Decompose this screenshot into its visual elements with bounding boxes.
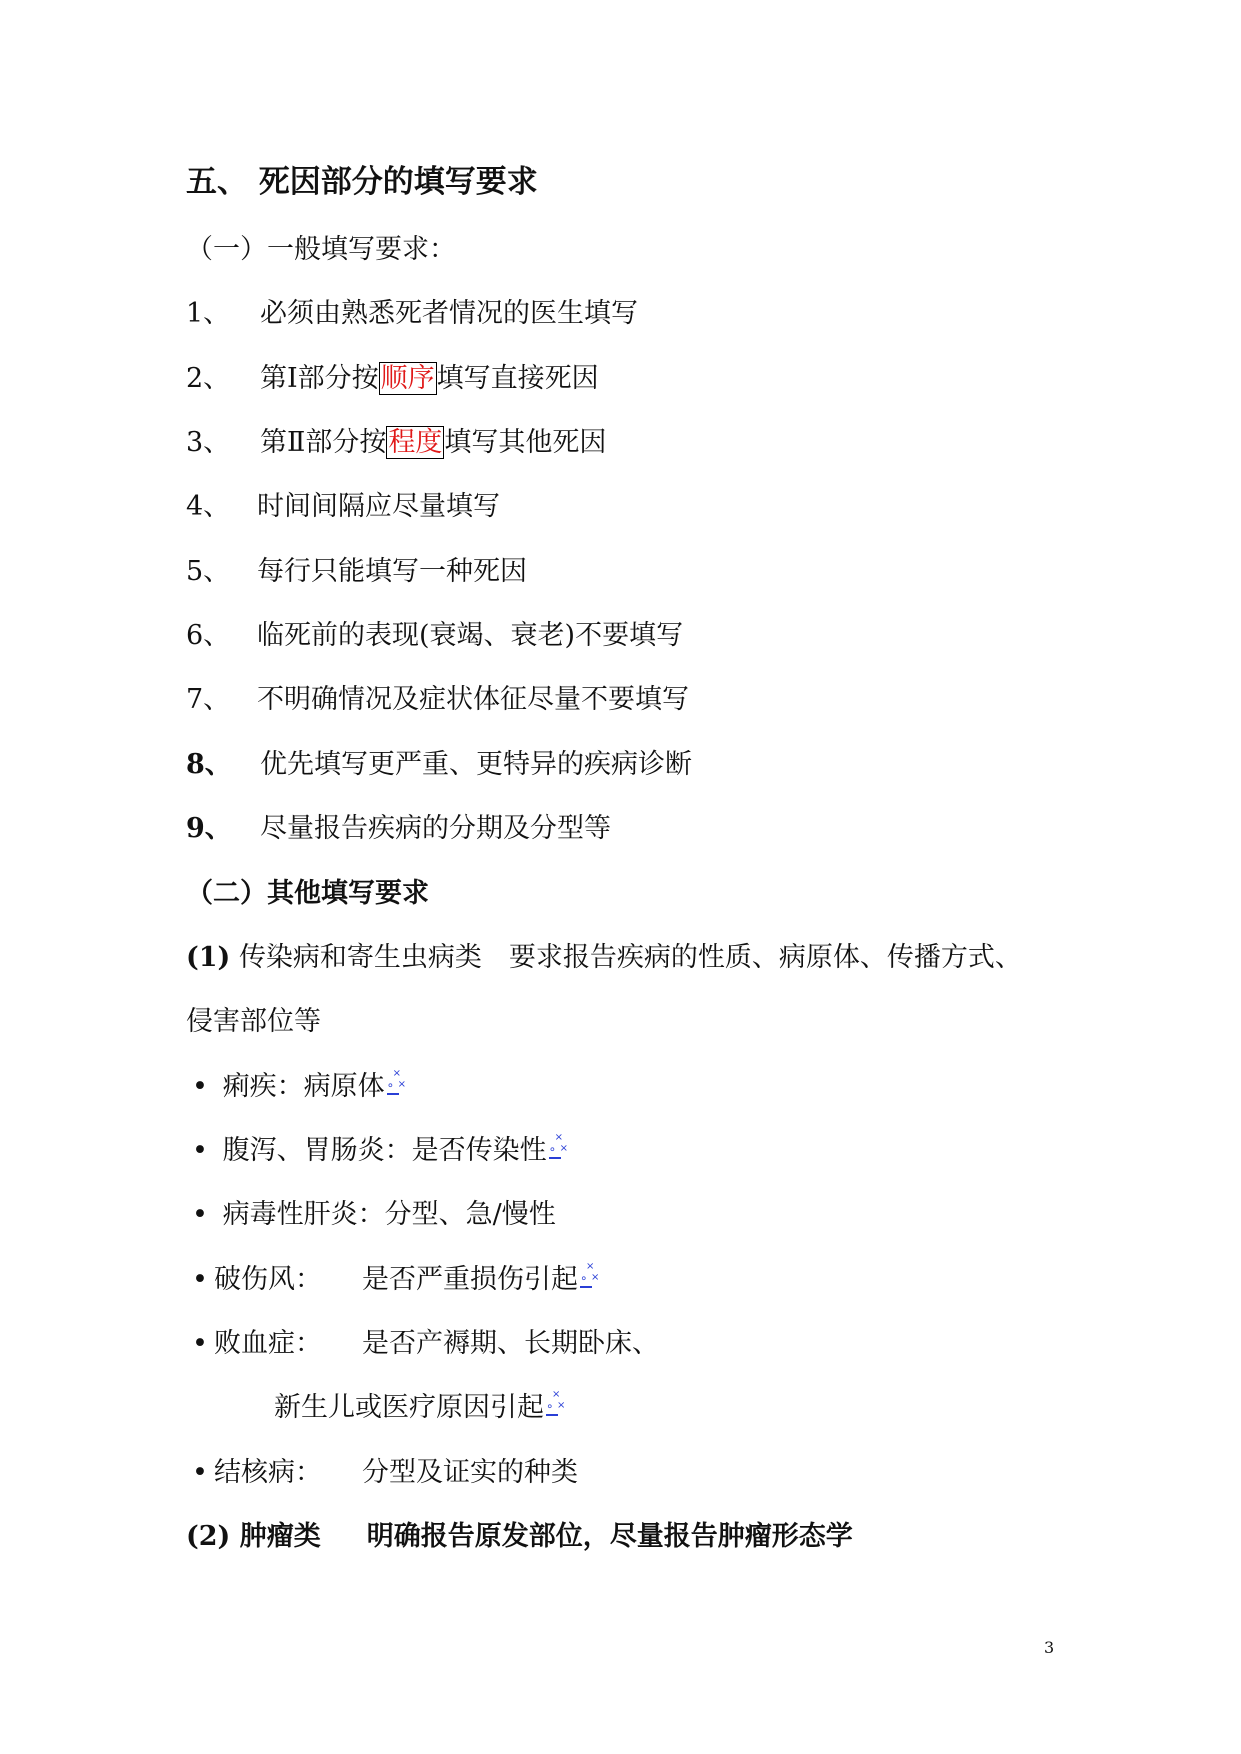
- item-text-post: 填写直接死因: [436, 363, 599, 394]
- item-number: 4、: [186, 491, 231, 522]
- bullet-text: 病毒性肝炎：分型、急/慢性: [222, 1199, 556, 1230]
- item-text-post: 填写其他死因: [444, 427, 607, 458]
- list-item: [186, 425, 606, 461]
- section-heading: 五、 死因部分的填写要求: [186, 164, 538, 200]
- page-number: 3: [1044, 1638, 1055, 1657]
- bullet-label: 败血症：: [214, 1328, 322, 1359]
- item-number: 7、: [186, 684, 231, 715]
- item-number: 2、: [186, 363, 231, 394]
- item-text: 时间间隔应尽量填写: [257, 491, 500, 522]
- item-text-pre: 第Ⅰ部分按: [260, 363, 379, 394]
- comment-marker-icon: ∘ × ×: [579, 1262, 597, 1290]
- bullet-label: 结核病：: [214, 1457, 322, 1488]
- item-text: 尽量报告疾病的分期及分型等: [260, 813, 611, 844]
- bullet-text: 新生儿或医疗原因引起: [274, 1392, 544, 1423]
- bullet-item: [186, 1069, 404, 1105]
- subsection-2-item-1-cont: 侵害部位等: [186, 1006, 321, 1037]
- item-text: 传染病和寄生虫病类 要求报告疾病的性质、病原体、传播方式、: [238, 942, 1022, 973]
- item-text: 每行只能填写一种死因: [257, 556, 527, 587]
- item-text: 临死前的表现(衰竭、衰老)不要填写: [257, 620, 684, 651]
- bullet-icon: •: [192, 1264, 208, 1295]
- list-item: [186, 361, 599, 397]
- bullet-text: 是否产褥期、长期卧床、: [362, 1328, 659, 1359]
- comment-marker-icon: ∘ × ×: [548, 1133, 566, 1161]
- item-text-pre: 第Ⅱ部分按: [260, 427, 387, 458]
- item-text: 明确报告原发部位，尽量报告肿瘤形态学: [366, 1521, 853, 1552]
- list-item: [186, 554, 527, 590]
- list-item: [186, 747, 692, 783]
- bullet-text: 痢疾：病原体: [222, 1071, 385, 1102]
- comment-marker-icon: ∘ × ×: [386, 1069, 404, 1097]
- item-number: 8、: [186, 749, 232, 780]
- list-item: [186, 682, 689, 718]
- bullet-continuation: [274, 1389, 566, 1426]
- bullet-icon: •: [192, 1071, 208, 1102]
- subsection-2-title: （二）其他填写要求: [186, 878, 429, 909]
- highlighted-term: 顺序: [380, 363, 435, 394]
- item-label: 肿瘤类: [239, 1521, 321, 1552]
- bullet-item: [186, 1261, 600, 1298]
- subsection-1-title: （一）一般填写要求：: [186, 234, 456, 265]
- bullet-icon: •: [192, 1457, 208, 1488]
- item-text: 优先填写更严重、更特异的疾病诊断: [260, 749, 692, 780]
- item-number: (2): [186, 1521, 231, 1552]
- bullet-text: 腹泻、胃肠炎：是否传染性: [222, 1135, 547, 1166]
- list-item: [186, 296, 638, 332]
- item-text: 不明确情况及症状体征尽量不要填写: [257, 684, 689, 715]
- bullet-text: 分型及证实的种类: [362, 1457, 578, 1488]
- comment-marker-icon: ∘ × ×: [545, 1390, 563, 1418]
- list-item: [186, 811, 611, 847]
- bullet-item: [186, 1133, 566, 1169]
- item-number: 6、: [186, 620, 231, 651]
- bullet-label: 破伤风：: [214, 1264, 322, 1295]
- bullet-item: [186, 1455, 578, 1491]
- item-text: 必须由熟悉死者情况的医生填写: [260, 298, 638, 329]
- list-item: [186, 618, 683, 654]
- bullet-icon: •: [192, 1135, 208, 1166]
- bullet-text: 是否严重损伤引起: [362, 1264, 578, 1295]
- bullet-icon: •: [192, 1199, 208, 1230]
- subsection-2-item-1: [186, 940, 1022, 976]
- item-number: 3、: [186, 427, 231, 458]
- item-number: 5、: [186, 556, 231, 587]
- item-number: 9、: [186, 813, 232, 844]
- bullet-icon: •: [192, 1328, 208, 1359]
- item-number: (1): [186, 942, 231, 973]
- bullet-item: [186, 1197, 556, 1233]
- list-item: [186, 489, 500, 525]
- highlighted-term: 程度: [388, 427, 443, 458]
- item-number: 1、: [186, 298, 231, 329]
- bullet-item: [186, 1326, 659, 1362]
- subsection-2-item-2: [186, 1519, 853, 1555]
